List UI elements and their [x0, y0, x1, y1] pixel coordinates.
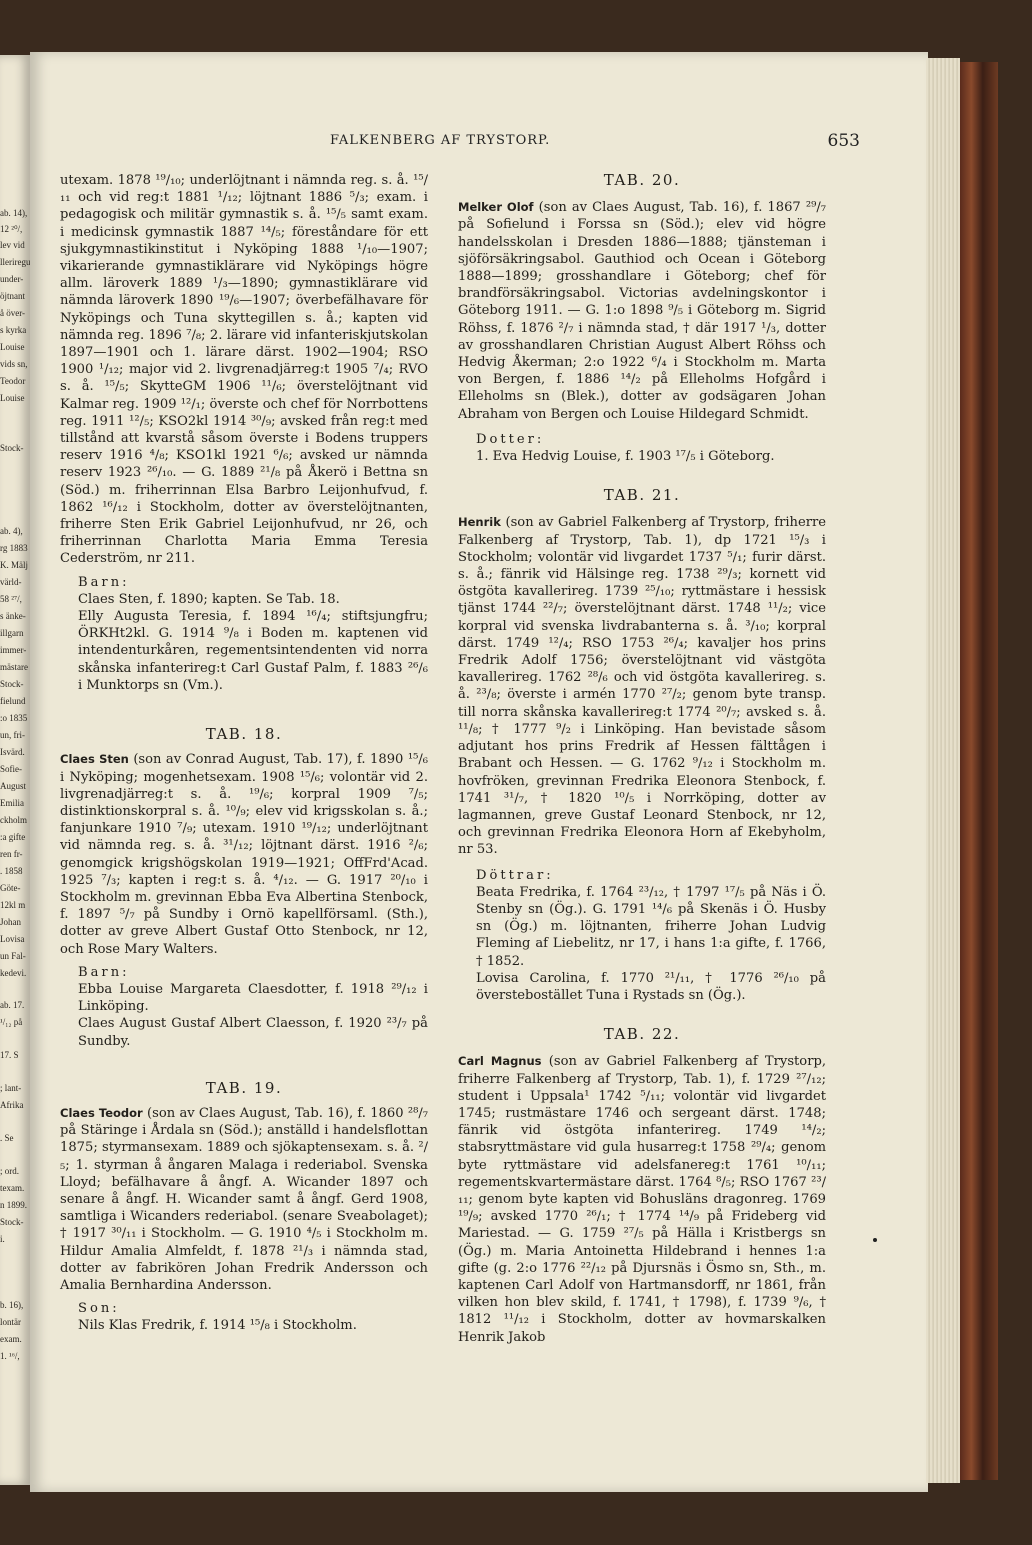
book-cover-edge: [960, 62, 998, 1480]
entry: [458, 1053, 826, 1345]
previous-page-fragment: immer-: [0, 645, 27, 655]
entry-name: Claes Sten: [60, 752, 129, 767]
previous-page-fragment: s kyrka: [0, 325, 27, 335]
section-label: Son:: [78, 1301, 120, 1317]
previous-page-fragment: :a gifte: [0, 832, 26, 842]
previous-page-fragment: Isvärd.: [0, 747, 25, 757]
previous-page-fragment: August: [0, 781, 27, 791]
previous-page-fragment: Afrika: [0, 1100, 24, 1110]
entry: [458, 514, 826, 858]
paragraph: utexam. 1878 ¹⁹/₁₀; underlöjtnant i nämnda reg. s. å. ¹⁵/₁₁ och vid reg:t 1881 ¹/₁₂; löjtnant 1886 ⁵/₃; exam. i pedagogisk och militär gymnastik s. å. ¹⁵/₅ samt exam. i medicinsk gymnastik 1887 ¹⁴/₅; föreståndare för ett sjukgymnastikinstitut i Nyköping 1888 ¹/₁₀—1907; vikarierande gymnastiklärare vid Nyköpings högre allm. läroverk 1889 ¹/₃—1890; gymnastiklärare vid nämnda läroverk 1890 ¹⁹/₆—1907; överbefälhavare för Nyköpings och Tuna skyttegillen s. å.; kapten vid nämnda reg. 1896 ⁷/₈; 2. lärare vid infanteriskjutskolan 1897—1901 och 1. lärare därst. 1902—1904; RSO 1900 ¹/₁₂; major vid 2. livgrenadjärreg:t 1905 ⁷/₄; RVO s. å. ¹⁵/₅; SkytteGM 1906 ¹¹/₆; överstelöjtnant vid Kalmar reg. 1909 ¹²/₁; överste och chef för Norrbottens reg. 1911 ¹²/₅; KSO2kl 1914 ³⁰/₉; avsked från reg:t med tillstånd att kvarstå såsom överste i Bodens truppers reserv 1916 ⁴/₈; KSO1kl 1921 ⁶/₆; avsked ur nämnda reserv 1923 ²⁶/₁₀. — G. 1889 ²¹/₈ på Åkerö i Bettna sn (Söd.) m. friherrinnan Elsa Barbro Leijonhufvud, f. 1862 ¹⁶/₁₂ i Stockholm, dotter av överstelöjtnanten, friherre Sten Erik Gabriel Leijonhufvud, nr 26, och friherrinnan Charlotta Maria Emma Teresia Cederström, nr 211.: [60, 173, 428, 567]
previous-page-fragment: ckholm: [0, 815, 27, 825]
page-number: 653: [827, 131, 860, 151]
previous-page-fragment: lev vid: [0, 240, 25, 250]
previous-page-fragment: Emilia: [0, 798, 24, 808]
previous-page-fragment: 58 ²⁷/,: [0, 594, 22, 604]
entry: [60, 751, 428, 957]
previous-page-fragment: illgarn: [0, 628, 24, 638]
previous-page-fragment: värld-: [0, 577, 22, 587]
tab-heading: TAB. 21.: [603, 486, 681, 505]
entry: [60, 1105, 428, 1294]
section-label: Barn:: [78, 574, 130, 590]
entry-text: (son av Conrad August, Tab. 17), f. 1890 ¹⁵/₆ i Nyköping; mogenhetsexam. 1908 ¹⁵/₆; volontär vid 2. livgrenadjärreg:t s. å. ¹⁹/₆; korpral 1909 ⁷/₅; distinktionskorpral s. å. ¹⁰/₉; elev vid krigsskolan s. å.; fanjunkare 1910 ⁷/₉; utexam. 1910 ¹⁹/₁₂; underlöjtnant vid nämnda reg. s. å. ³¹/₁₂; löjtnant därst. 1916 ²/₆; genomgick krigshögskolan 1919—1921; OffFrd'Acad. 1925 ⁷/₃; kapten i reg:t s. å. ⁴/₁₂. — G. 1917 ²⁰/₁₀ i Stockholm m. grevinnan Ebba Eva Albertina Stenbock, f. 1897 ⁵/₇ på Sundby i Ornö kapellförsaml. (Sth.), dotter av greve Albert Gustaf Otto Stenbock, nr 12, och Rose Mary Walters.: [60, 752, 428, 957]
tab-heading: TAB. 20.: [603, 171, 681, 189]
previous-page-fragment: un, fri-: [0, 730, 25, 740]
entry-name: Henrik: [458, 515, 501, 530]
previous-page-fragment: under-: [0, 274, 24, 284]
previous-page-fragment: Louise: [0, 393, 25, 403]
previous-page-fragment: 1. ¹⁶/,: [0, 1351, 20, 1361]
previous-page-fragment: öjtnant: [0, 291, 25, 301]
previous-page-fragment: b. 16),: [0, 1300, 24, 1310]
previous-page-fragment: 12kl m: [0, 900, 26, 910]
previous-page-fragment: 12 ²⁰/,: [0, 224, 23, 234]
left-column: [60, 172, 428, 1335]
previous-page-fragment: ; lant-: [0, 1083, 22, 1093]
ink-speck: [873, 1238, 877, 1242]
entry-text: (son av Claes August, Tab. 16), f. 1867 ²⁹/₇ på Sofielund i Forssa sn (Söd.); elev vid högre handelsskolan i Dresden 1886—1888; tjänsteman i sjöförsäkringsabol. Gauthiod och Ocean i Göteborg 1888—1899; grosshandlare i Göteborg; chef för brandförsäkringsabol. Victorias avdelningskontor i Göteborg 1911. — G. 1:o 1898 ⁹/₅ i Göteborg m. Sigrid Röhss, f. 1876 ²/₇ i nämnda stad, † där 1917 ¹/₃, dotter av grosshandlaren Christian August Albert Röhss och Hedvig Åkerman; 2:o 1922 ⁶/₄ i Stockholm m. Marta von Bergen, f. 1886 ¹⁴/₂ på Elleholms Hofgård i Elleholms sn (Blek.), dotter av godsägaren Johan Abraham von Bergen och Louise Hildegard Schmidt.: [458, 200, 826, 422]
previous-page-fragment: Göte-: [0, 883, 21, 893]
previous-page-edge: [0, 55, 30, 1485]
child-entry: Claes Sten, f. 1890; kapten. Se Tab. 18.: [78, 591, 340, 607]
page-stack-edges: [926, 58, 960, 1483]
previous-page-fragment: Stock-: [0, 1217, 24, 1227]
previous-page-fragment: å över-: [0, 308, 26, 318]
previous-page-fragment: fielund: [0, 696, 26, 706]
previous-page-fragment: . 1858: [0, 866, 23, 876]
entry-text: (son av Claes August, Tab. 16), f. 1860 ²⁸/₇ på Stäringe i Årdala sn (Söd.); anställd i handelsflottan 1875; styrmansexam. 1889 och sjökaptensexam. s. å. ²/₅; 1. styrman å ångaren Malaga i rederiabol. Svenska Lloyd; befälhavare å ångf. A. Wicander 1897 och senare å ångf. H. Wicander samt å ångf. Gerd 1908, samtliga i Wicanders rederiabol. (senare Sveabolaget); † 1917 ³⁰/₁₁ i Stockholm. — G. 1910 ⁴/₅ i Stockholm m. Hildur Amalia Almfeldt, f. 1878 ²¹/₃ i nämnda stad, dotter av fabrikören Johan Fredrik Andersson och Amalia Bernhardina Andersson.: [60, 1105, 428, 1293]
entry-text: (son av Gabriel Falkenberg af Trystorp, friherre Falkenberg af Trystorp, Tab. 1), dp 1721 ¹⁵/₃ i Stockholm; volontär vid livgardet 1737 ⁵/₁; furir därst. s. å.; fänrik vid Hälsinge reg. 1738 ²⁹/₃; kornett vid östgöta kavallerireg. 1739 ²⁵/₁₀; ryttmästare i hessisk tjänst 1744 ²²/₇; överstelöjtnant därst. 1748 ¹¹/₂; vice korpral vid svenska livdrabanterna s. å. ³/₁₀; korpral därst. 1749 ¹²/₄; RSO 1753 ²⁶/₄; kavaljer hos prins Fredrik Adolf 1756; överstelöjtnant vid västgöta kavallerireg. 1762 ²⁸/₆ och vid östgöta kavallerireg. s. å. ²³/₈; överste i armén 1770 ²⁷/₂; genom byte transp. till norra skånska kavallerireg:t 1774 ²⁰/₇; avsked s. å. ¹¹/₈; † 1777 ⁹/₂ i Linköping. Han bevistade såsom adjutant hos prins Fredrik af Hessen fälttågen i Brabant och Hessen. — G. 1762 ⁹/₁₂ i Stockholm m. hovfröken, grevinnan Fredrika Eleonora Stenbock, f. 1741 ³¹/₇, † 1820 ¹⁰/₅ i Norrköping, dotter av lagmannen, greve Gustaf Leonard Stenbock, nr 12, och grevinnan Fredrika Eleonora Horn af Ekebyholm, nr 53.: [458, 515, 826, 858]
child-entry: Beata Fredrika, f. 1764 ²³/₁₂, † 1797 ¹⁷/₅ på Näs i Ö. Stenby sn (Ög.). G. 1791 ¹⁴/₆ på Skenäs i Ö. Husby sn (Ög.) m. löjtnanten, friherre Johan Ludvig Fleming af Liebelitz, nr 17, i hans 1:a gifte, f. 1766, † 1852.: [476, 884, 826, 969]
previous-page-fragment: mästare: [0, 662, 28, 672]
previous-page-fragment: ; ord.: [0, 1166, 19, 1176]
previous-page-fragment: texam.: [0, 1183, 25, 1193]
previous-page-fragment: n 1899.: [0, 1200, 27, 1210]
previous-page-fragment: :o 1835: [0, 713, 28, 723]
previous-page-fragment: 17. S: [0, 1050, 19, 1060]
previous-page-fragment: Stock-: [0, 443, 24, 453]
child-entry: Lovisa Carolina, f. 1770 ²¹/₁₁, † 1776 ²⁶/₁₀ på överstebostället Tuna i Rystads sn (Ög.).: [476, 970, 826, 1003]
previous-page-fragment: lontär: [0, 1317, 21, 1327]
previous-page-fragment: rg 1883: [0, 543, 28, 553]
previous-page-fragment: . Se: [0, 1133, 14, 1143]
child-entry: Nils Klas Fredrik, f. 1914 ¹⁵/₈ i Stockholm.: [78, 1318, 357, 1334]
previous-page-fragment: Sofie-: [0, 764, 22, 774]
entry: [458, 199, 826, 423]
previous-page-fragment: kedevi.: [0, 968, 27, 978]
previous-page-fragment: ¹/₁₂ på: [0, 1017, 23, 1027]
header-title: FALKENBERG AF TRYSTORP.: [330, 133, 551, 148]
tab-heading: TAB. 19.: [205, 1078, 283, 1097]
previous-page-fragment: lleriregu: [0, 257, 30, 267]
previous-page-fragment: ab. 14),: [0, 208, 28, 218]
child-entry: Elly Augusta Teresia, f. 1894 ¹⁶/₄; stiftsjungfru; ÖRKHt2kl. G. 1914 ⁹/₈ i Boden m. kaptenen vid intendenturkåren, regementsintendenten vid norra skånska infanterireg:t Carl Gustaf Palm, f. 1883 ²⁶/₆ i Munktorps sn (Vm.).: [78, 609, 428, 693]
child-entry: Claes August Gustaf Albert Claesson, f. 1920 ²³/₇ på Sundby.: [78, 1016, 428, 1049]
entry-name: Carl Magnus: [458, 1054, 542, 1069]
previous-page-fragment: ab. 17.: [0, 1000, 25, 1010]
previous-page-fragment: exam.: [0, 1334, 22, 1344]
child-entry: 1. Eva Hedvig Louise, f. 1903 ¹⁷/₅ i Göteborg.: [476, 449, 775, 465]
entry-text: (son av Gabriel Falkenberg af Trystorp, friherre Falkenberg af Trystorp, Tab. 1), f. 1729 ²⁷/₁₂; student i Uppsala¹ 1742 ⁵/₁₁; volontär vid livgardet 1745; rustmästare 1746 och sergeant därst. 1748; fänrik vid östgöta infanterireg. 1749 ¹⁴/₂; stabsryttmästare vid gula husarreg:t 1758 ²⁹/₄; genom byte ryttmästare vid adelsfanereg:t 1761 ¹⁰/₁₁; regementskvartermästare därst. 1764 ⁸/₅; RSO 1767 ²³/₁₁; genom byte kapten vid Bohusläns dragonreg. 1769 ¹⁹/₉; avsked 1770 ²⁶/₁; † 1774 ¹⁴/₉ på Frideberg vid Mariestad. — G. 1759 ²⁷/₅ på Hälla i Kristbergs sn (Ög.) m. Maria Antoinetta Hildebrand i hennes 1:a gifte (g. 2:o 1776 ²²/₁₂ på Djursnäs i Ösmo sn, Sth., m. kaptenen Carl Adolf von Hartmansdorff, nr 1861, från vilken hon blev skild, f. 1741, † 1798), f. 1739 ⁹/₆, † 1812 ¹¹/₁₂ i Stockholm, dotter av hovmarskalken Henrik Jakob: [458, 1054, 826, 1345]
previous-page-fragment: Lovisa: [0, 934, 25, 944]
previous-page-fragment: Stock-: [0, 679, 24, 689]
previous-page-fragment: ab. 4),: [0, 526, 23, 536]
entry-name: Claes Teodor: [60, 1105, 143, 1120]
tab-heading: TAB. 18.: [205, 725, 283, 744]
section-label: Barn:: [78, 964, 130, 980]
right-column: [458, 172, 826, 1346]
previous-page-fragment: s änke-: [0, 611, 26, 621]
child-entry: Ebba Louise Margareta Claesdotter, f. 1918 ²⁹/₁₂ i Linköping.: [78, 981, 428, 1015]
previous-page-fragment: Louise: [0, 342, 25, 352]
previous-page-fragment: vids sn,: [0, 359, 28, 369]
entry-name: Melker Olof: [458, 200, 534, 215]
previous-page-fragment: un Fal-: [0, 951, 26, 961]
previous-page-fragment: i.: [0, 1234, 5, 1244]
tab-heading: TAB. 22.: [603, 1025, 681, 1044]
section-label: Dotter:: [476, 431, 545, 447]
previous-page-fragment: ren fr-: [0, 849, 23, 859]
previous-page-fragment: K. Mälj: [0, 560, 28, 570]
previous-page-fragment: Teodor: [0, 376, 26, 386]
previous-page-fragment: Johan: [0, 917, 21, 927]
section-label: Döttrar:: [476, 867, 554, 883]
